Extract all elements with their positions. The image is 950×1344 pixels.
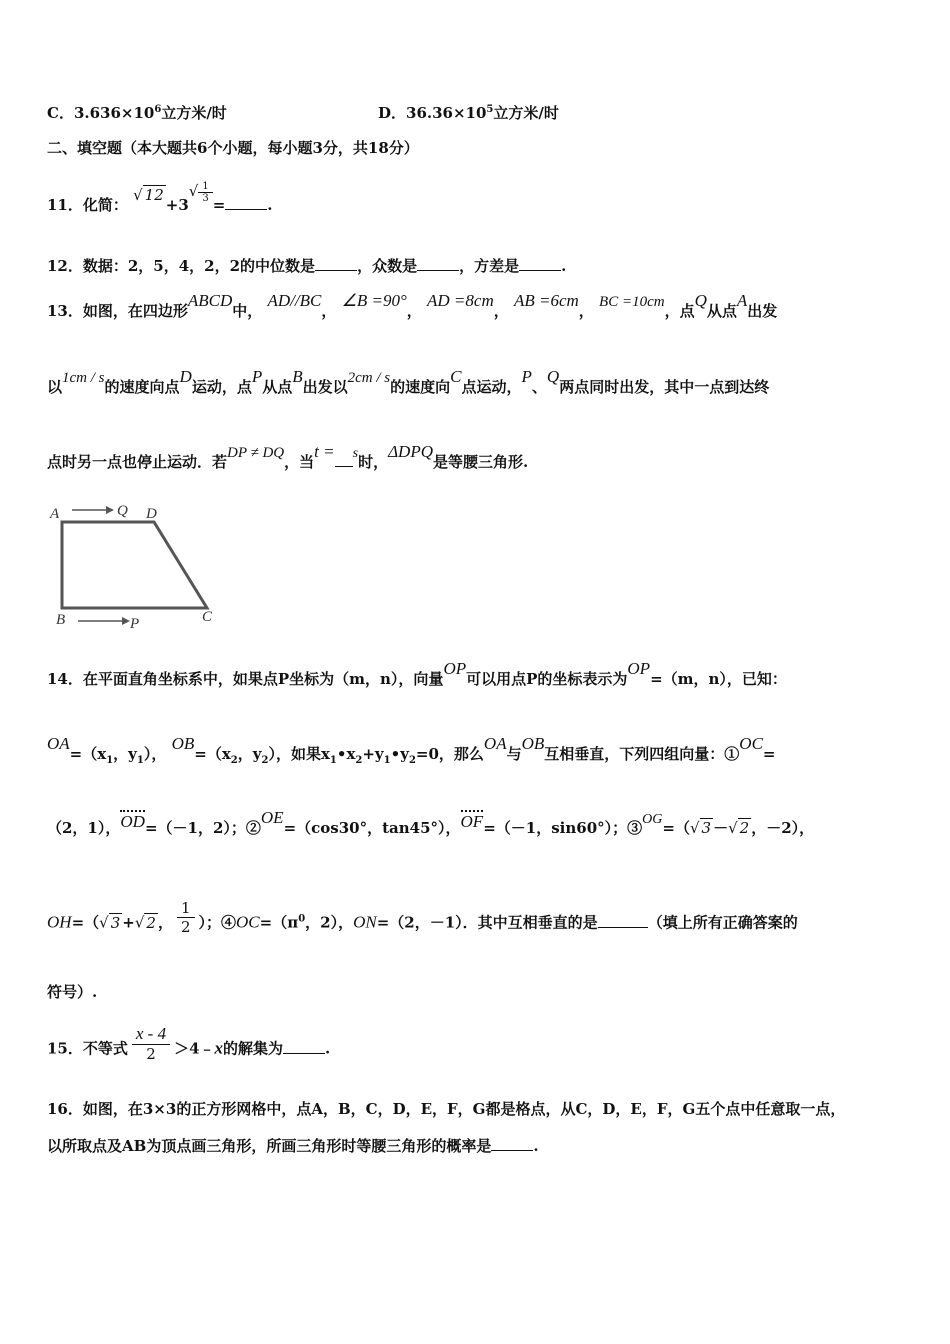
q14l2-t9: = — [762, 745, 776, 763]
q11-prefix: 11．化简： — [47, 196, 128, 214]
vec-oe: OE — [260, 808, 284, 827]
q14l3-r2: 2 — [739, 819, 750, 837]
q14l2-s2b: 2 — [261, 755, 269, 766]
trapezoid-figure — [44, 498, 234, 638]
q13l2-t2: 运动，点 — [191, 378, 252, 396]
answer-blank-solution[interactable] — [283, 1041, 325, 1054]
vec-oa-2: OA — [483, 734, 507, 753]
q13l3-t3: 时， — [358, 453, 389, 471]
q14l2-t1b: ，y — [113, 745, 137, 763]
q14l2-s4: 2 — [355, 755, 363, 766]
q14l4-sup: 0 — [298, 913, 306, 925]
option-d-exp: 5 — [486, 104, 494, 115]
question-15 — [47, 1024, 331, 1069]
q14l2-s1: 1 — [106, 755, 114, 766]
q13-a: A — [736, 291, 748, 310]
option-d — [378, 102, 559, 123]
q13l2-t7: 、 — [531, 378, 547, 396]
q13l2-b: B — [292, 367, 303, 386]
q14l2-t2: =（x — [194, 745, 231, 763]
q13l3-t-eq: t = — [314, 442, 335, 461]
q14l3-t5: － — [713, 819, 729, 837]
vec-ob-2: OB — [521, 734, 545, 753]
q13l2-t6: 点运动， — [461, 378, 522, 396]
answer-blank-median[interactable] — [315, 258, 357, 271]
label-d: D — [146, 506, 157, 522]
q14-t0: 14．在平面直角坐标系中，如果点P坐标为（m，n），向量 — [47, 670, 444, 688]
section-title: 二、填空题（本大题共6个小题，每小题3分，共18分） — [47, 139, 419, 157]
q14l4-t2: + — [122, 913, 135, 932]
vec-oc: OC — [739, 734, 763, 753]
vec-of: OF — [460, 812, 484, 831]
q14-t1: 可以用点P的坐标表示为 — [466, 670, 628, 688]
q14l4-t6: ，2）， — [305, 913, 354, 932]
question-11 — [47, 180, 273, 218]
sqrt-2b: √ 2 — [134, 913, 156, 932]
q11-sqrt-12: √ 12 — [133, 186, 164, 204]
option-d-text: D．36.36×10 — [378, 104, 487, 122]
question-14-line1 — [47, 659, 787, 689]
q14l2-t7: 与 — [506, 745, 522, 763]
q14l2-t6: =0，那么 — [415, 745, 484, 763]
vec-oa: OA — [47, 734, 70, 753]
q14l4-t7: =（2，－1）．其中互相垂直的是 — [376, 913, 598, 932]
fraction-x-minus-4 — [132, 1024, 170, 1063]
q14l3-t3: =（－1，sin60°）；③ — [483, 819, 643, 837]
vec-oc-2: OC — [236, 912, 260, 932]
q15-den: 2 — [146, 1045, 156, 1063]
q14l4-r1: 3 — [110, 913, 121, 932]
q14l4-t5: =（π — [259, 913, 299, 932]
answer-blank-probability[interactable] — [491, 1138, 533, 1151]
q13l2-speed1: 1cm / s — [62, 370, 105, 386]
q14l4-t1: =（ — [71, 913, 100, 932]
q13-bc: BC =10cm — [599, 294, 665, 310]
vec-od: OD — [120, 812, 145, 831]
q14l2-t3: •x — [336, 745, 356, 763]
q13-parallel: AD//BC — [267, 291, 322, 310]
q14l2-t1c: ）， — [143, 745, 167, 763]
fraction-half — [177, 899, 195, 936]
vec-oh: OH — [47, 912, 72, 932]
question-14-line3 — [47, 808, 815, 838]
q14l3-t4: =（ — [662, 819, 690, 837]
q13l2-c: C — [450, 367, 462, 386]
q11-equals: = — [212, 196, 226, 214]
answer-blank-mode[interactable] — [417, 258, 459, 271]
q13l2-t1: 的速度向点 — [104, 378, 180, 396]
q13l3-dp-neq-dq: DP ≠ DQ — [227, 445, 285, 461]
q13-t7: 从点 — [706, 302, 737, 320]
q14l3-r1: 3 — [701, 819, 712, 837]
q14l2-t5: •y — [390, 745, 409, 763]
q13l2-q: Q — [546, 367, 560, 386]
q14l4-fn: 1 — [177, 899, 195, 918]
question-14-line5: 符号）. — [47, 983, 98, 1001]
q13l3-t0: 点时另一点也停止运动．若 — [47, 453, 228, 471]
q14l2-t4: +y — [362, 745, 384, 763]
q13l3-t1: ，当 — [284, 453, 315, 471]
q15-x: x — [214, 1038, 224, 1058]
q14l3-t2: =（cos30°，tan45°）， — [283, 819, 461, 837]
q14l2-s1b: 1 — [136, 755, 144, 766]
vec-on: ON — [353, 912, 377, 932]
q14l4-r2: 2 — [146, 913, 156, 932]
arrow-bp-head — [122, 617, 130, 625]
q14l3-t6: ，－2）， — [751, 819, 815, 837]
q15-suffix: 的解集为 — [223, 1039, 284, 1058]
option-c-exp: 6 — [154, 104, 162, 115]
q15-end: . — [325, 1039, 331, 1058]
q13-t2: ， — [321, 302, 337, 320]
q13l2-p: P — [251, 367, 263, 386]
q14l4-t8: （填上所有正确答案的 — [647, 913, 798, 932]
trapezoid-shape — [62, 522, 207, 608]
q13-t8: 出发 — [747, 302, 778, 320]
q11-end: . — [267, 196, 273, 214]
q13-t1: 中， — [232, 302, 263, 320]
question-13-line1 — [47, 291, 778, 321]
q14l2-t2c: ），如果x — [268, 745, 330, 763]
vec-og: OG — [642, 812, 663, 827]
q13l2-t0: 以 — [47, 378, 63, 396]
question-16-line1: 16．如图，在3×3的正方形网格中，点A，B，C，D，E，F，G都是格点，从C，D，E，F，G五个点中任意取一点， — [47, 1100, 846, 1118]
arrow-aq-head — [106, 506, 114, 514]
question-13-line3 — [47, 442, 529, 472]
option-d-unit: 立方米/时 — [493, 104, 559, 122]
q13l3-dpq: ΔDPQ — [388, 442, 433, 461]
q12-text3: ，方差是 — [459, 257, 520, 275]
q14l4-t3: ， — [157, 913, 173, 932]
label-a: A — [50, 506, 60, 522]
q14l4-fd: 2 — [180, 918, 191, 936]
answer-blank-t[interactable] — [335, 454, 353, 467]
q14l2-s3: 1 — [329, 755, 337, 766]
q13-prefix: 13．如图，在四边形 — [47, 302, 188, 320]
q12-text2: ，众数是 — [357, 257, 418, 275]
question-12 — [47, 255, 566, 276]
option-c — [47, 102, 227, 123]
q14l2-s6: 2 — [408, 755, 416, 766]
q14l2-t1: =（x — [69, 745, 107, 763]
q14-t2: =（m，n），已知： — [650, 670, 787, 688]
q11-sqrt-frac: √ $\frac{1}{3}$ — [189, 182, 213, 200]
q13l2-speed2: 2cm / s — [347, 370, 391, 386]
q13-angle-b: ∠B =90° — [341, 291, 407, 310]
q13-t3: ， — [406, 302, 422, 320]
sqrt-3b: √ 3 — [99, 913, 121, 932]
label-p: P — [130, 616, 140, 632]
q15-num: x - 4 — [132, 1024, 170, 1045]
q13l2-t8: 两点同时出发，其中一点到达终 — [559, 378, 770, 396]
q13-q: Q — [694, 291, 707, 310]
q13-t4: ， — [493, 302, 509, 320]
q13-abcd: ABCD — [187, 291, 233, 310]
q13-t6: ，点 — [664, 302, 695, 320]
vec-ob: OB — [171, 734, 195, 753]
q15-mid: ＞4﹣ — [174, 1039, 215, 1058]
q13l3-t4: 是等腰三角形. — [433, 453, 529, 471]
q12-text1: 12．数据：2，5，4，2，2的中位数是 — [47, 257, 316, 275]
q11-frac-num: 1 — [198, 181, 212, 193]
answer-blank-perpendicular[interactable] — [598, 915, 648, 928]
answer-blank-variance[interactable] — [519, 258, 561, 271]
q12-end: . — [561, 257, 567, 275]
q13l3-s: s — [352, 446, 359, 461]
q13-ab: AB =6cm — [513, 291, 579, 310]
q13l2-t4: 出发以 — [302, 378, 348, 396]
q14l2-t2b: ，y — [237, 745, 262, 763]
q13l2-p2: P — [521, 367, 532, 386]
q14l2-s2: 2 — [230, 755, 238, 766]
sqrt-2: √ 2 — [728, 819, 750, 837]
q16-line2-text: 以所取点及AB为顶点画三角形，所画三角形时等腰三角形的概率是 — [47, 1137, 492, 1155]
label-b: B — [56, 612, 66, 628]
label-c: C — [202, 609, 213, 625]
option-c-unit: 立方米/时 — [161, 104, 227, 122]
question-13-line2 — [47, 367, 770, 397]
q11-plus: +3 — [165, 196, 189, 214]
q13-ad: AD =8cm — [427, 291, 494, 310]
q14-op2: OP — [627, 659, 651, 678]
q11-radicand: 12 — [144, 186, 164, 204]
q13l2-t5: 的速度向 — [390, 378, 451, 396]
q13-t5: ， — [578, 302, 594, 320]
q14l2-s5: 1 — [383, 755, 391, 766]
q13l2-t3: 从点 — [262, 378, 293, 396]
q16-end: . — [533, 1137, 539, 1155]
question-14-line4 — [47, 899, 798, 942]
q14l2-t8: 互相垂直，下列四组向量：① — [544, 745, 740, 763]
option-c-text: C．3.636×10 — [47, 104, 155, 122]
q14l3-t0: （2，1）， — [47, 819, 121, 837]
label-q: Q — [117, 503, 128, 519]
question-16-line2 — [47, 1135, 539, 1156]
q14-op: OP — [443, 659, 467, 678]
answer-blank[interactable] — [225, 197, 267, 210]
q11-frac-den: 3 — [202, 192, 209, 204]
q14l3-t1: =（－1，2）；② — [144, 819, 261, 837]
q15-prefix: 15．不等式 — [47, 1039, 128, 1058]
q14l4-t4: ）；④ — [198, 913, 237, 932]
question-14-line2 — [47, 734, 776, 766]
q13l2-d: D — [179, 367, 192, 386]
sqrt-3: √ 3 — [689, 819, 712, 837]
